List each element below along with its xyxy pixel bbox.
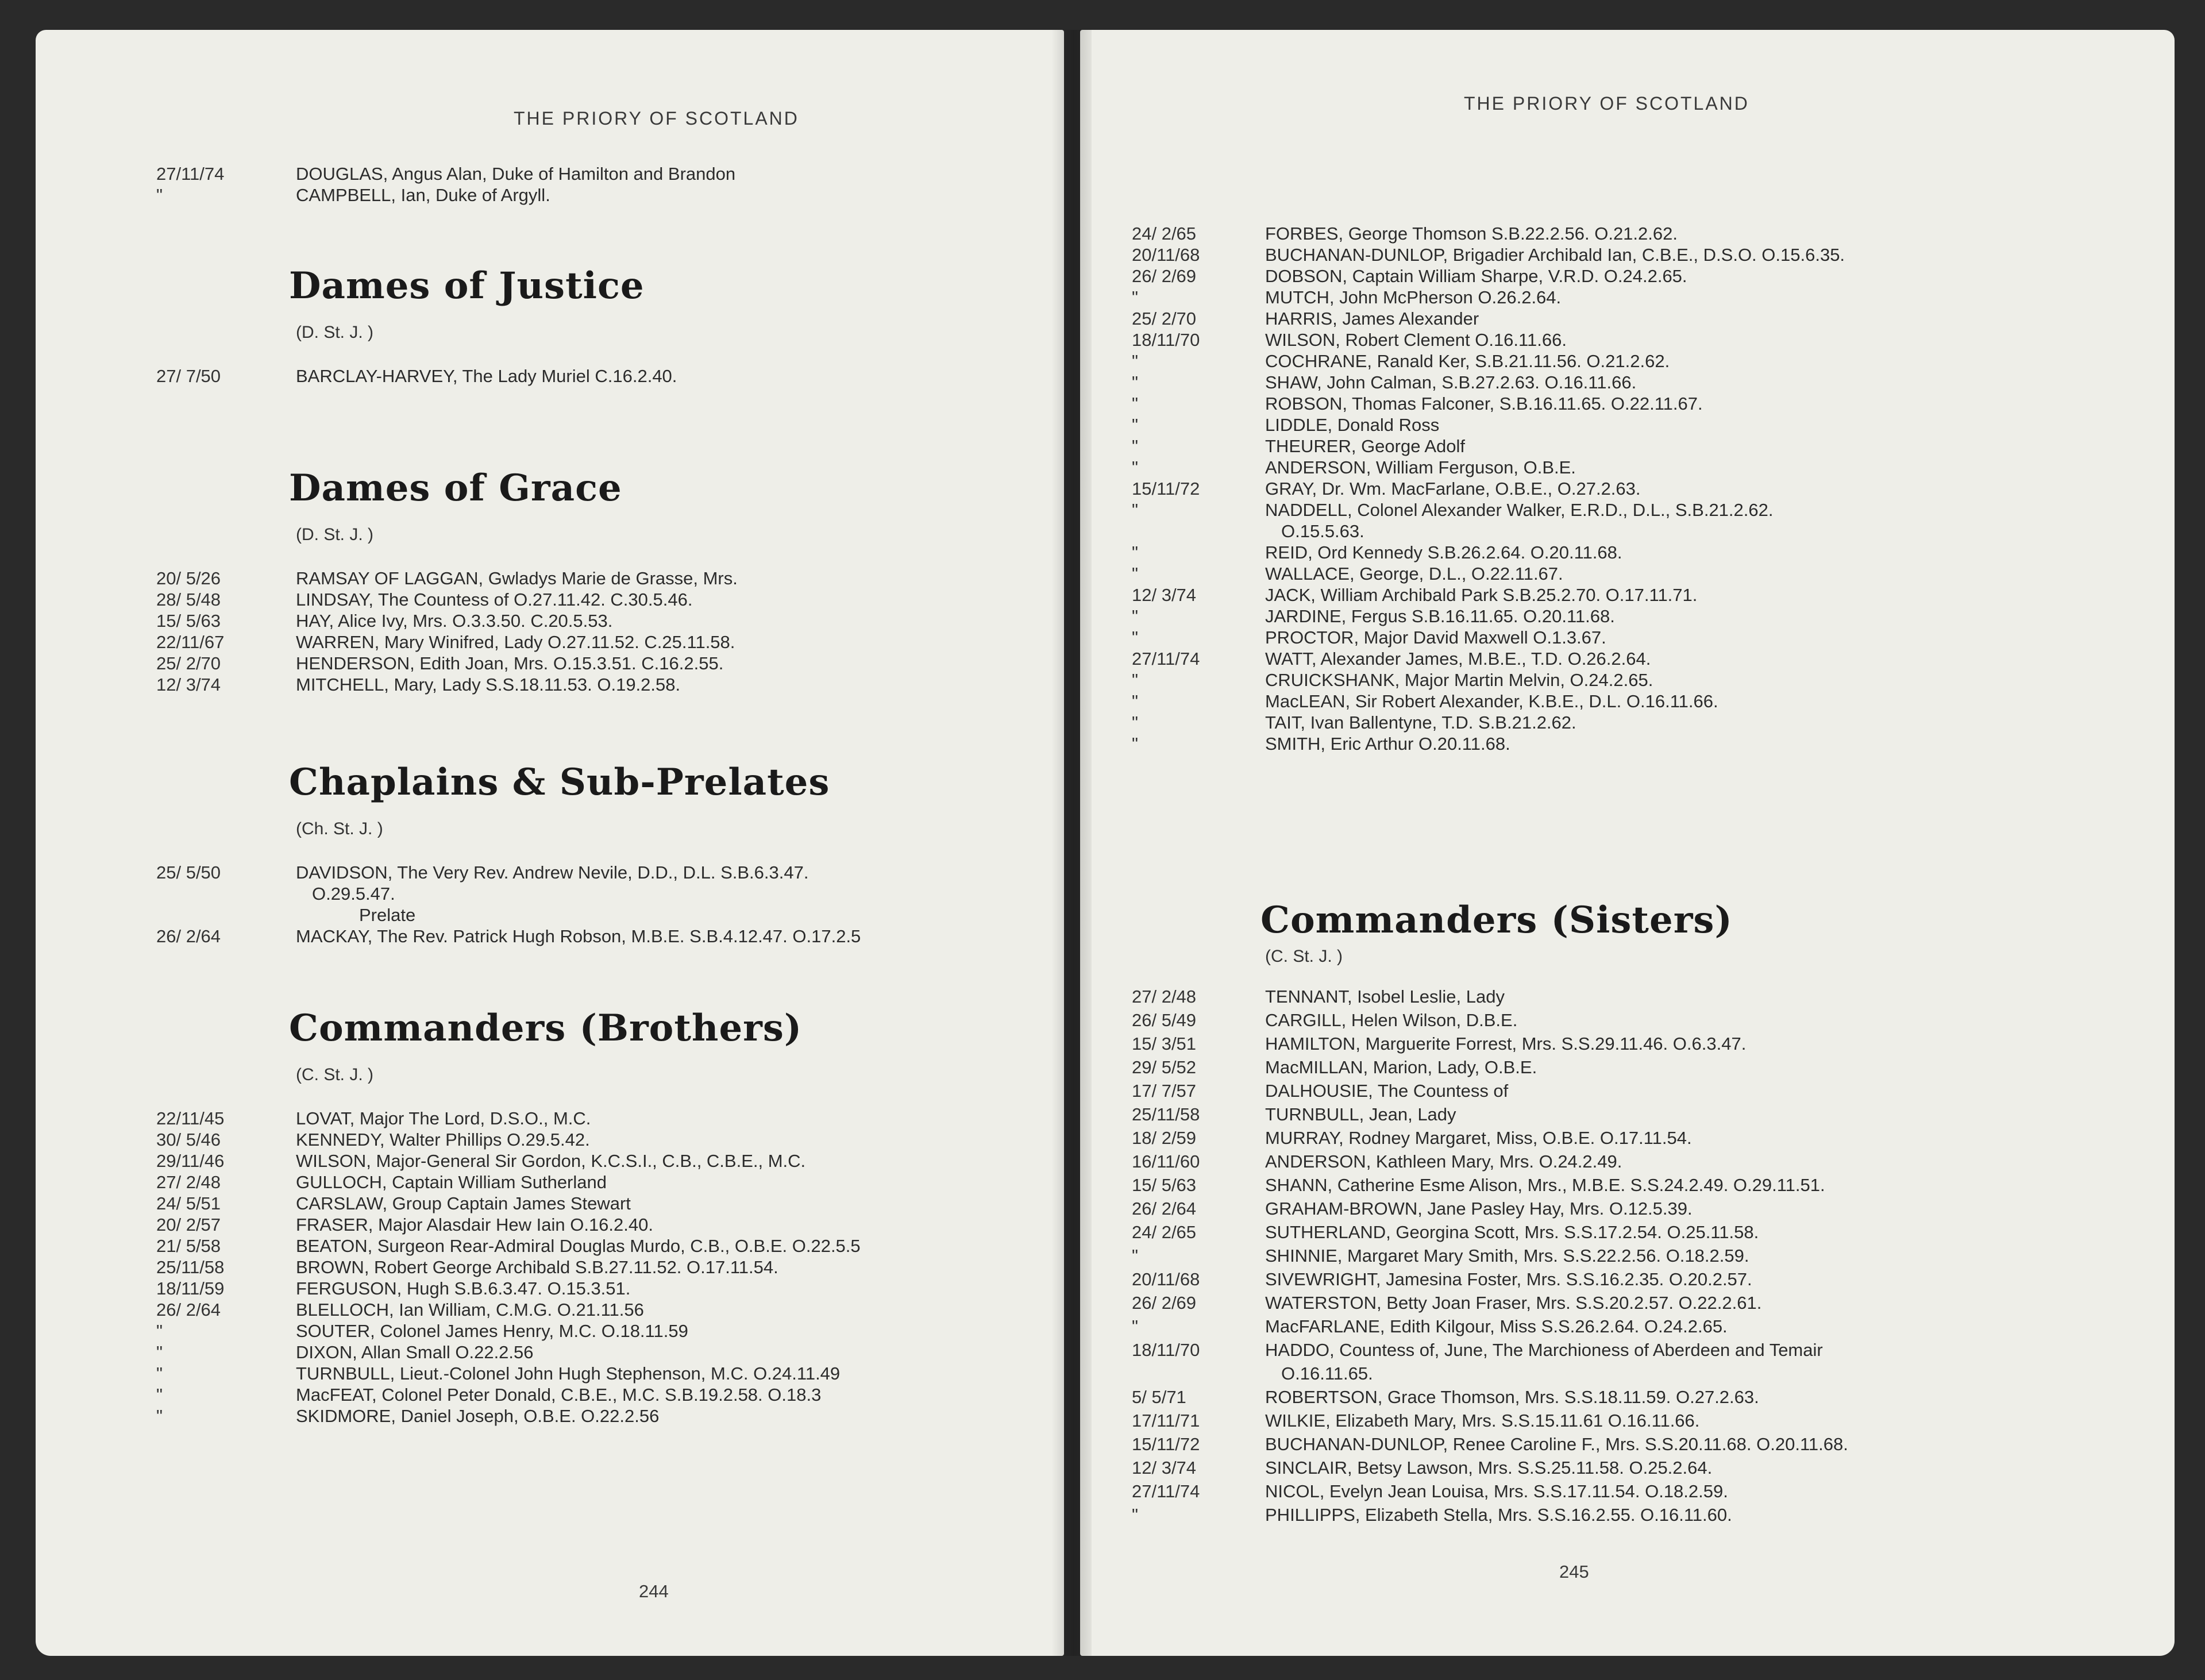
entry-date: 26/ 5/49 [1132,1010,1197,1030]
right-page [1080,30,2175,1656]
entry-date: 25/ 2/70 [1132,309,1197,329]
entry-date: " [1132,734,1139,754]
book-gutter [1051,30,1092,1656]
entry-text: DIXON, Allan Small O.22.2.56 [296,1342,534,1362]
entry-text: GULLOCH, Captain William Sutherland [296,1172,607,1192]
page-number: 245 [1559,1562,1589,1582]
entry-date: " [1132,500,1139,520]
entry-text: COCHRANE, Ranald Ker, S.B.21.11.56. O.21.2.62. [1265,351,1670,371]
entry-continuation: O.16.11.65. [1281,1363,1373,1384]
entry-text: BLELLOCH, Ian William, C.M.G. O.21.11.56 [296,1300,644,1320]
entry-date: " [1132,457,1139,477]
entry-text: CRUICKSHANK, Major Martin Melvin, O.24.2.65. [1265,670,1653,690]
entry-date: 28/ 5/48 [156,589,221,610]
running-head: THE PRIORY OF SCOTLAND [514,108,799,129]
entry-text: KENNEDY, Walter Phillips O.29.5.42. [296,1130,590,1150]
entry-date: 27/11/74 [1132,649,1200,669]
entry-date: 25/11/58 [156,1257,225,1277]
entry-text: WILSON, Robert Clement O.16.11.66. [1265,330,1567,350]
entry-date: 27/11/74 [156,164,225,184]
entry-date: 15/ 5/63 [1132,1175,1197,1195]
entry-date: " [1132,351,1139,371]
entry-text: MUTCH, John McPherson O.26.2.64. [1265,287,1562,307]
entry-text: THEURER, George Adolf [1265,436,1466,456]
entry-text: NADDELL, Colonel Alexander Walker, E.R.D., D.L., S.B.21.2.62. [1265,500,1774,520]
entry-text: REID, Ord Kennedy S.B.26.2.64. O.20.11.68. [1265,542,1622,562]
entry-date: 26/ 2/64 [156,1300,221,1320]
running-head: THE PRIORY OF SCOTLAND [1464,93,1749,114]
entry-date: 12/ 3/74 [1132,1458,1197,1478]
entry-text: BUCHANAN-DUNLOP, Renee Caroline F., Mrs. S.S.20.11.68. O.20.11.68. [1265,1434,1848,1454]
entry-text: MURRAY, Rodney Margaret, Miss, O.B.E. O.17.11.54. [1265,1128,1692,1148]
entry-text: LOVAT, Major The Lord, D.S.O., M.C. [296,1108,591,1128]
section-heading: Dames of Justice [289,264,645,307]
entry-date: " [1132,564,1139,584]
entry-date: 26/ 2/69 [1132,1293,1197,1313]
entry-text: LINDSAY, The Countess of O.27.11.42. C.30.5.46. [296,589,693,610]
entry-text: GRAY, Dr. Wm. MacFarlane, O.B.E., O.27.2.63. [1265,479,1641,499]
entry-date: 24/ 5/51 [156,1193,221,1213]
entry-text: SOUTER, Colonel James Henry, M.C. O.18.11.59 [296,1321,688,1341]
entry-text: SIVEWRIGHT, Jamesina Foster, Mrs. S.S.16.2.35. O.20.2.57. [1265,1269,1752,1289]
entry-text: TAIT, Ivan Ballentyne, T.D. S.B.21.2.62. [1265,712,1576,733]
entry-date: 26/ 2/69 [1132,266,1197,286]
entry-text: CARGILL, Helen Wilson, D.B.E. [1265,1010,1518,1030]
entry-date: 5/ 5/71 [1132,1387,1186,1407]
entry-date: 29/ 5/52 [1132,1057,1197,1077]
entry-text: DOUGLAS, Angus Alan, Duke of Hamilton and Brandon [296,164,736,184]
entry-continuation: O.15.5.63. [1281,521,1364,541]
entry-text: TENNANT, Isobel Leslie, Lady [1265,987,1505,1007]
entry-date: 25/11/58 [1132,1104,1200,1124]
entry-date: 30/ 5/46 [156,1130,221,1150]
entry-date: 15/ 3/51 [1132,1034,1197,1054]
entry-date: 27/ 7/50 [156,366,221,386]
entry-date: 27/11/74 [1132,1481,1200,1501]
entry-text: MacFEAT, Colonel Peter Donald, C.B.E., M.C. S.B.19.2.58. O.18.3 [296,1385,822,1405]
section-heading: Chaplains & Sub-Prelates [289,761,830,804]
entry-date: " [156,1406,163,1426]
entry-text: FORBES, George Thomson S.B.22.2.56. O.21.2.62. [1265,224,1678,244]
section-heading: Dames of Grace [289,467,622,510]
entry-text: MACKAY, The Rev. Patrick Hugh Robson, M.B.E. S.B.4.12.47. O.17.2.5 [296,926,861,946]
entry-date: 15/11/72 [1132,1434,1200,1454]
entry-date: 18/ 2/59 [1132,1128,1197,1148]
entry-text: ANDERSON, William Ferguson, O.B.E. [1265,457,1576,477]
entry-text: SHINNIE, Margaret Mary Smith, Mrs. S.S.22.2.56. O.18.2.59. [1265,1246,1749,1266]
entry-date: " [1132,394,1139,414]
entry-date: 25/ 2/70 [156,653,221,673]
section-subheading: (D. St. J. ) [296,323,373,342]
entry-date: " [1132,712,1139,733]
entry-text: WALLACE, George, D.L., O.22.11.67. [1265,564,1563,584]
entry-date: " [1132,1246,1139,1266]
entry-date: 15/ 5/63 [156,611,221,631]
entry-text: ANDERSON, Kathleen Mary, Mrs. O.24.2.49. [1265,1151,1622,1172]
entry-date: 24/ 2/65 [1132,1222,1197,1242]
entry-date: 22/11/45 [156,1108,225,1128]
entry-text: PROCTOR, Major David Maxwell O.1.3.67. [1265,627,1606,648]
entry-text: TURNBULL, Jean, Lady [1265,1104,1456,1124]
entry-text: MacFARLANE, Edith Kilgour, Miss S.S.26.2.64. O.24.2.65. [1265,1316,1728,1336]
entry-date: 27/ 2/48 [1132,987,1197,1007]
entry-text: BEATON, Surgeon Rear-Admiral Douglas Murdo, C.B., O.B.E. O.22.5.5 [296,1236,861,1256]
entry-date: " [156,1385,163,1405]
entry-date: 25/ 5/50 [156,862,221,883]
entry-text: CARSLAW, Group Captain James Stewart [296,1193,631,1213]
entry-text: SUTHERLAND, Georgina Scott, Mrs. S.S.17.2.54. O.25.11.58. [1265,1222,1759,1242]
entry-date: 20/ 2/57 [156,1215,221,1235]
entry-text: RAMSAY OF LAGGAN, Gwladys Marie de Grasse, Mrs. [296,568,738,588]
entry-date: 21/ 5/58 [156,1236,221,1256]
entry-text: BARCLAY-HARVEY, The Lady Muriel C.16.2.40. [296,366,677,386]
entry-text: CAMPBELL, Ian, Duke of Argyll. [296,185,550,205]
entry-text: SHAW, John Calman, S.B.27.2.63. O.16.11.66. [1265,372,1637,392]
section-heading: Commanders (Sisters) [1260,899,1733,942]
entry-text: FERGUSON, Hugh S.B.6.3.47. O.15.3.51. [296,1278,631,1298]
entry-date: 20/11/68 [1132,245,1200,265]
entry-continuation: O.29.5.47. [312,884,395,904]
entry-date: 12/ 3/74 [156,675,221,695]
entry-date: " [1132,670,1139,690]
entry-text: LIDDLE, Donald Ross [1265,415,1440,435]
entry-date: " [1132,627,1139,648]
entry-date: 20/ 5/26 [156,568,221,588]
entry-text: TURNBULL, Lieut.-Colonel John Hugh Stephenson, M.C. O.24.11.49 [296,1363,841,1384]
section-subheading: (C. St. J. ) [296,1065,373,1084]
entry-date: " [1132,415,1139,435]
entry-date: 20/11/68 [1132,1269,1200,1289]
entry-date: " [1132,287,1139,307]
entry-text: DOBSON, Captain William Sharpe, V.R.D. O.24.2.65. [1265,266,1687,286]
entry-date: " [1132,691,1139,711]
entry-date: 18/11/70 [1132,330,1200,350]
entry-text: JARDINE, Fergus S.B.16.11.65. O.20.11.68. [1265,606,1615,626]
entry-date: 29/11/46 [156,1151,225,1171]
entry-text: HAY, Alice Ivy, Mrs. O.3.3.50. C.20.5.53. [296,611,613,631]
entry-date: " [1132,606,1139,626]
entry-text: HAMILTON, Marguerite Forrest, Mrs. S.S.29.11.46. O.6.3.47. [1265,1034,1747,1054]
entry-date: 24/ 2/65 [1132,224,1197,244]
entry-text: PHILLIPPS, Elizabeth Stella, Mrs. S.S.16.2.55. O.16.11.60. [1265,1505,1732,1525]
entry-text: WATERSTON, Betty Joan Fraser, Mrs. S.S.20.2.57. O.22.2.61. [1265,1293,1762,1313]
entry-text: BUCHANAN-DUNLOP, Brigadier Archibald Ian, C.B.E., D.S.O. O.15.6.35. [1265,245,1845,265]
entry-text: HENDERSON, Edith Joan, Mrs. O.15.3.51. C.16.2.55. [296,653,724,673]
entry-text: ROBSON, Thomas Falconer, S.B.16.11.65. O.22.11.67. [1265,394,1703,414]
entry-text: SMITH, Eric Arthur O.20.11.68. [1265,734,1510,754]
entry-text: HADDO, Countess of, June, The Marchioness of Aberdeen and Temair [1265,1340,1823,1360]
entry-date: " [1132,372,1139,392]
entry-text: WATT, Alexander James, M.B.E., T.D. O.26.2.64. [1265,649,1651,669]
entry-text: SKIDMORE, Daniel Joseph, O.B.E. O.22.2.56 [296,1406,660,1426]
entry-date: 16/11/60 [1132,1151,1200,1172]
entry-date: " [1132,436,1139,456]
entry-text: ROBERTSON, Grace Thomson, Mrs. S.S.18.11.59. O.27.2.63. [1265,1387,1759,1407]
entry-date: 18/11/59 [156,1278,225,1298]
left-page [36,30,1064,1656]
entry-text: MacLEAN, Sir Robert Alexander, K.B.E., D.L. O.16.11.66. [1265,691,1718,711]
entry-date: " [156,1363,163,1384]
entry-date: 17/11/71 [1132,1411,1200,1431]
entry-text: NICOL, Evelyn Jean Louisa, Mrs. S.S.17.11.54. O.18.2.59. [1265,1481,1728,1501]
entry-date: " [1132,1505,1139,1525]
section-subheading: (Ch. St. J. ) [296,819,383,838]
entry-date: 12/ 3/74 [1132,585,1197,605]
entry-date: 15/11/72 [1132,479,1200,499]
entry-date: " [1132,1316,1139,1336]
entry-text: WILSON, Major-General Sir Gordon, K.C.S.I., C.B., C.B.E., M.C. [296,1151,806,1171]
entry-text: MacMILLAN, Marion, Lady, O.B.E. [1265,1057,1537,1077]
entry-text: DAVIDSON, The Very Rev. Andrew Nevile, D.D., D.L. S.B.6.3.47. [296,862,809,883]
entry-date: 26/ 2/64 [1132,1199,1197,1219]
entry-text: WARREN, Mary Winifred, Lady O.27.11.52. C.25.11.58. [296,632,735,652]
entry-date: 17/ 7/57 [1132,1081,1197,1101]
entry-date: 22/11/67 [156,632,225,652]
entry-text: JACK, William Archibald Park S.B.25.2.70. O.17.11.71. [1265,585,1698,605]
entry-date: 26/ 2/64 [156,926,221,946]
entry-continuation: Prelate [359,905,416,925]
section-heading: Commanders (Brothers) [289,1007,803,1050]
page-number: 244 [639,1581,669,1601]
entry-text: HARRIS, James Alexander [1265,309,1479,329]
entry-text: GRAHAM-BROWN, Jane Pasley Hay, Mrs. O.12.5.39. [1265,1199,1693,1219]
entry-date: 18/11/70 [1132,1340,1200,1360]
entry-text: SINCLAIR, Betsy Lawson, Mrs. S.S.25.11.58. O.25.2.64. [1265,1458,1713,1478]
entry-text: DALHOUSIE, The Countess of [1265,1081,1509,1101]
entry-text: FRASER, Major Alasdair Hew Iain O.16.2.40. [296,1215,653,1235]
entry-date: " [156,1342,163,1362]
entry-date: " [156,1321,163,1341]
entry-date: " [156,185,163,205]
entry-date: 27/ 2/48 [156,1172,221,1192]
entry-text: WILKIE, Elizabeth Mary, Mrs. S.S.15.11.61 O.16.11.66. [1265,1411,1700,1431]
section-subheading: (D. St. J. ) [296,525,373,544]
entry-text: MITCHELL, Mary, Lady S.S.18.11.53. O.19.2.58. [296,675,681,695]
entry-date: " [1132,542,1139,562]
section-subheading: (C. St. J. ) [1265,947,1343,966]
entry-text: BROWN, Robert George Archibald S.B.27.11.52. O.17.11.54. [296,1257,778,1277]
entry-text: SHANN, Catherine Esme Alison, Mrs., M.B.E. S.S.24.2.49. O.29.11.51. [1265,1175,1825,1195]
